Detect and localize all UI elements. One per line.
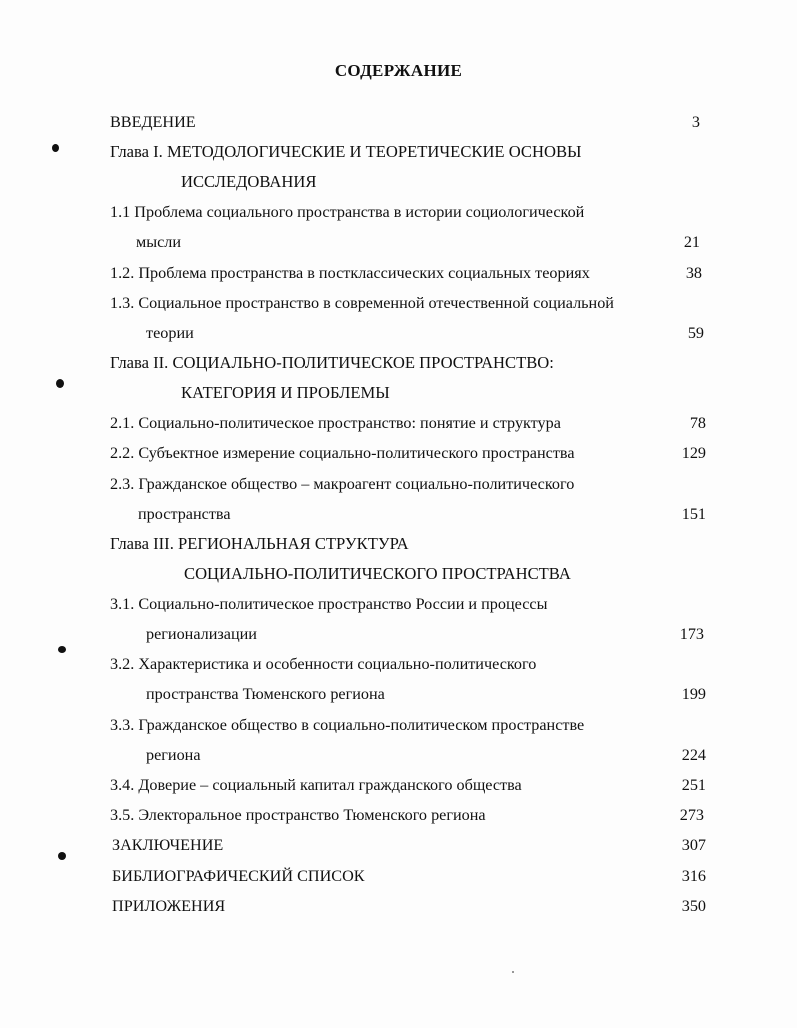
toc-entry-appendix: ПРИЛОЖЕНИЯ — [112, 897, 226, 915]
toc-section-2-2: 2.2. Субъектное измерение социально-политического пространства — [110, 444, 575, 462]
toc-page-3-2: 199 — [681, 685, 706, 703]
toc-section-3-3-line1: 3.3. Гражданское общество в социально-политическом пространстве — [110, 716, 585, 734]
scan-speck — [52, 144, 59, 152]
toc-page-conclusion: 307 — [681, 836, 706, 854]
toc-page-3-3: 224 — [681, 746, 706, 764]
toc-entry-intro: ВВЕДЕНИЕ — [110, 113, 196, 131]
scan-speck — [512, 971, 514, 973]
toc-section-1-3-line1: 1.3. Социальное пространство в современной отечественной социальной — [110, 294, 614, 312]
toc-page-3-5: 273 — [679, 806, 704, 824]
toc-section-1-2: 1.2. Проблема пространства в постклассических социальных теориях — [110, 264, 590, 282]
scan-speck — [56, 379, 64, 388]
toc-page-1-2: 38 — [685, 264, 702, 282]
page-title: СОДЕРЖАНИЕ — [334, 61, 463, 80]
toc-section-1-1-line2: мысли — [136, 233, 182, 251]
scan-speck — [58, 852, 66, 860]
scan-speck — [58, 646, 66, 653]
toc-section-3-3-line2: региона — [146, 746, 201, 764]
toc-chapter-2-line2: КАТЕГОРИЯ И ПРОБЛЕМЫ — [181, 383, 390, 402]
toc-page-2-3: 151 — [681, 505, 706, 523]
toc-section-3-2-line1: 3.2. Характеристика и особенности социально-политического — [110, 655, 537, 673]
toc-chapter-3-line2: СОЦИАЛЬНО-ПОЛИТИЧЕСКОГО ПРОСТРАНСТВА — [184, 564, 571, 583]
toc-section-2-1: 2.1. Социально-политическое пространство: понятие и структура — [110, 414, 561, 432]
toc-section-3-1-line1: 3.1. Социально-политическое пространство России и процессы — [110, 595, 548, 613]
toc-page-appendix: 350 — [681, 897, 706, 915]
toc-page-3-1: 173 — [679, 625, 704, 643]
toc-chapter-1-line2: ИССЛЕДОВАНИЯ — [181, 172, 317, 191]
toc-section-3-5: 3.5. Электоральное пространство Тюменского региона — [110, 806, 486, 824]
toc-chapter-3-line1: Глава III. РЕГИОНАЛЬНАЯ СТРУКТУРА — [110, 534, 409, 553]
toc-page-2-1: 78 — [689, 414, 706, 432]
toc-page-3-4: 251 — [681, 776, 706, 794]
toc-section-1-3-line2: теории — [146, 324, 194, 342]
toc-section-2-3-line1: 2.3. Гражданское общество – макроагент социально-политического — [110, 475, 575, 493]
toc-page-2-2: 129 — [681, 444, 706, 462]
toc-page-1-3: 59 — [687, 324, 704, 342]
toc-chapter-2-line1: Глава II. СОЦИАЛЬНО-ПОЛИТИЧЕСКОЕ ПРОСТРАНСТВО: — [110, 353, 554, 372]
toc-entry-bibliography: БИБЛИОГРАФИЧЕСКИЙ СПИСОК — [112, 867, 365, 885]
toc-section-1-1-line1: 1.1 Проблема социального пространства в истории социологической — [110, 203, 585, 221]
toc-page-bibliography: 316 — [681, 867, 706, 885]
toc-entry-conclusion: ЗАКЛЮЧЕНИЕ — [112, 836, 224, 854]
toc-section-3-4: 3.4. Доверие – социальный капитал гражданского общества — [110, 776, 522, 794]
toc-section-3-2-line2: пространства Тюменского региона — [146, 685, 385, 703]
toc-section-3-1-line2: регионализации — [146, 625, 257, 643]
toc-section-2-3-line2: пространства — [138, 505, 231, 523]
toc-chapter-1-line1: Глава I. МЕТОДОЛОГИЧЕСКИЕ И ТЕОРЕТИЧЕСКИЕ ОСНОВЫ — [110, 142, 582, 161]
toc-page-1-1: 21 — [683, 233, 700, 251]
toc-page-intro: 3 — [691, 113, 700, 131]
